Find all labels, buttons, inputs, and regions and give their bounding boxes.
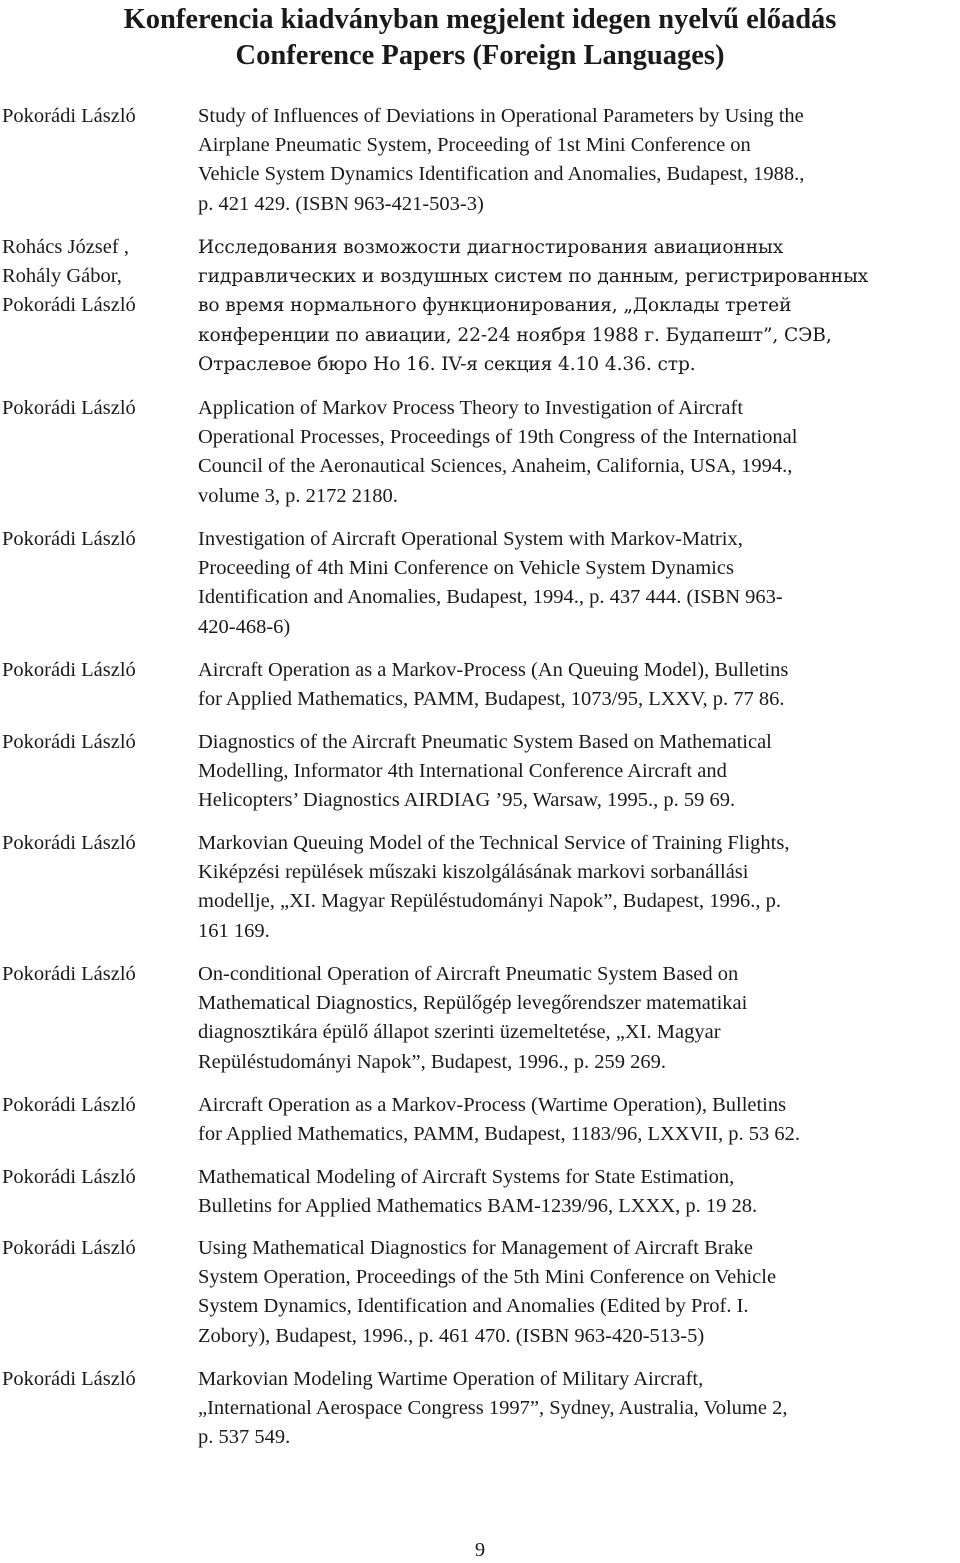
page-number: 9 (474, 1539, 486, 1561)
entry-authors (2, 728, 192, 757)
citation-line: volume 3, p. 2172 2180. (198, 484, 398, 507)
citation-line: p. 421 429. (ISBN 963-421-503-3) (198, 192, 484, 215)
author-name: Pokorádi László (2, 832, 136, 854)
citation-line: Identification and Anomalies, Budapest, 1994., p. 437 444. (ISBN 963- (198, 586, 783, 609)
citation-line: Application of Markov Process Theory to Investigation of Aircraft (198, 397, 744, 419)
author-name: Pokorádi László (2, 294, 136, 316)
citation-line: гидравлических и воздушных систем по данным, регистрированных (198, 266, 869, 288)
entry-authors (2, 394, 192, 423)
author-name: Pokorádi László (2, 528, 136, 550)
citation-line: Mathematical Modeling of Aircraft Systems for State Estimation, (198, 1166, 735, 1188)
citation-line: System Dynamics, Identification and Anomalies (Edited by Prof. I. (198, 1295, 749, 1318)
citation-line: „International Aerospace Congress 1997”, Sydney, Australia, Volume 2, (198, 1397, 788, 1420)
citation-line: Исследования возможости диагностирования авиационных (198, 237, 784, 258)
entry-authors (2, 525, 192, 554)
citation-line: Investigation of Aircraft Operational System with Markov-Matrix, (198, 528, 743, 550)
citation-line: Zobory), Budapest, 1996., p. 461 470. (ISBN 963-420-513-5) (198, 1324, 705, 1347)
citation-line: Modelling, Informator 4th International Conference Aircraft and (198, 760, 727, 783)
author-name: Rohály Gábor, (2, 265, 122, 287)
citation-line: 420-468-6) (198, 615, 291, 638)
citation-line: Bulletins for Applied Mathematics BAM-1239/96, LXXX, p. 19 28. (198, 1195, 758, 1218)
citation-line: On-conditional Operation of Aircraft Pneumatic System Based on (198, 963, 739, 985)
entry-citation (198, 102, 956, 219)
entry-citation (198, 525, 956, 642)
author-name: Pokorádi László (2, 1166, 136, 1188)
author-name: Pokorádi László (2, 1368, 136, 1390)
citation-line: Aircraft Operation as a Markov-Process (An Queuing Model), Bulletins (198, 659, 789, 681)
citation-line: Operational Processes, Proceedings of 19th Congress of the International (198, 426, 798, 449)
entry-citation (198, 656, 956, 714)
entry-citation (198, 1091, 956, 1149)
author-name: Pokorádi László (2, 1237, 136, 1259)
entry-citation (198, 394, 956, 511)
entry-authors (2, 656, 192, 685)
entry-citation (198, 233, 956, 379)
entry-citation (198, 1234, 956, 1351)
citation-line: Study of Influences of Deviations in Operational Parameters by Using the (198, 105, 804, 127)
citation-line: System Operation, Proceedings of the 5th Mini Conference on Vehicle (198, 1266, 777, 1289)
entry-citation (198, 1163, 956, 1221)
entry-authors (2, 829, 192, 858)
page-title-hungarian: Konferencia kiadványban megjelent idegen nyelvű előadás (123, 4, 837, 35)
citation-line: Using Mathematical Diagnostics for Management of Aircraft Brake (198, 1237, 754, 1259)
citation-line: Council of the Aeronautical Sciences, Anaheim, California, USA, 1994., (198, 455, 793, 478)
author-name: Pokorádi László (2, 1094, 136, 1116)
entry-authors (2, 1234, 192, 1263)
citation-line: modellje, „XI. Magyar Repüléstudományi Napok”, Budapest, 1996., p. (198, 890, 781, 913)
citation-line: Airplane Pneumatic System, Proceeding of 1st Mini Conference on (198, 134, 751, 157)
entry-authors (2, 1163, 192, 1192)
citation-line: Repüléstudományi Napok”, Budapest, 1996., p. 259 269. (198, 1050, 667, 1073)
entry-citation (198, 829, 956, 946)
citation-line: Vehicle System Dynamics Identification and Anomalies, Budapest, 1988., (198, 163, 805, 186)
entry-authors (2, 1365, 192, 1394)
entry-authors (2, 102, 192, 131)
entry-authors (2, 1091, 192, 1120)
citation-line: Proceeding of 4th Mini Conference on Vehicle System Dynamics (198, 557, 734, 580)
citation-line: Mathematical Diagnostics, Repülőgép levegőrendszer matematikai (198, 992, 748, 1015)
entry-authors (2, 960, 192, 989)
author-name: Rohács József , (2, 236, 129, 258)
citation-line: Отраслевое бюро Но 16. IV-я секция 4.10 4.36. стр. (198, 353, 696, 375)
entry-citation (198, 728, 956, 816)
citation-line: p. 537 549. (198, 1426, 291, 1449)
author-name: Pokorádi László (2, 731, 136, 753)
citation-line: for Applied Mathematics, PAMM, Budapest, 1073/95, LXXV, p. 77 86. (198, 688, 785, 711)
citation-line: 161 169. (198, 919, 270, 942)
citation-line: во время нормального функционирования, „Доклады третей (198, 295, 792, 317)
citation-line: Helicopters’ Diagnostics AIRDIAG ’95, Warsaw, 1995., p. 59 69. (198, 789, 736, 812)
page-title-english: Conference Papers (Foreign Languages) (235, 40, 725, 71)
entry-citation (198, 960, 956, 1077)
author-name: Pokorádi László (2, 397, 136, 419)
citation-line: Aircraft Operation as a Markov-Process (Wartime Operation), Bulletins (198, 1094, 787, 1116)
citation-line: Kiképzési repülések műszaki kiszolgálásának markovi sorbanállási (198, 861, 749, 884)
entry-citation (198, 1365, 956, 1453)
citation-line: конференции по авиации, 22-24 ноября 1988 г. Будапешт”, СЭВ, (198, 324, 832, 346)
citation-line: diagnosztikára épülő állapot szerinti üzemeltetése, „XI. Magyar (198, 1021, 721, 1044)
entry-authors (2, 233, 192, 320)
citation-line: Markovian Queuing Model of the Technical Service of Training Flights, (198, 832, 790, 854)
citation-line: Diagnostics of the Aircraft Pneumatic System Based on Mathematical (198, 731, 772, 753)
author-name: Pokorádi László (2, 963, 136, 985)
author-name: Pokorádi László (2, 659, 136, 681)
citation-line: Markovian Modeling Wartime Operation of Military Aircraft, (198, 1368, 704, 1390)
page-header (0, 0, 960, 74)
citation-line: for Applied Mathematics, PAMM, Budapest, 1183/96, LXXVII, p. 53 62. (198, 1123, 801, 1146)
author-name: Pokorádi László (2, 105, 136, 127)
